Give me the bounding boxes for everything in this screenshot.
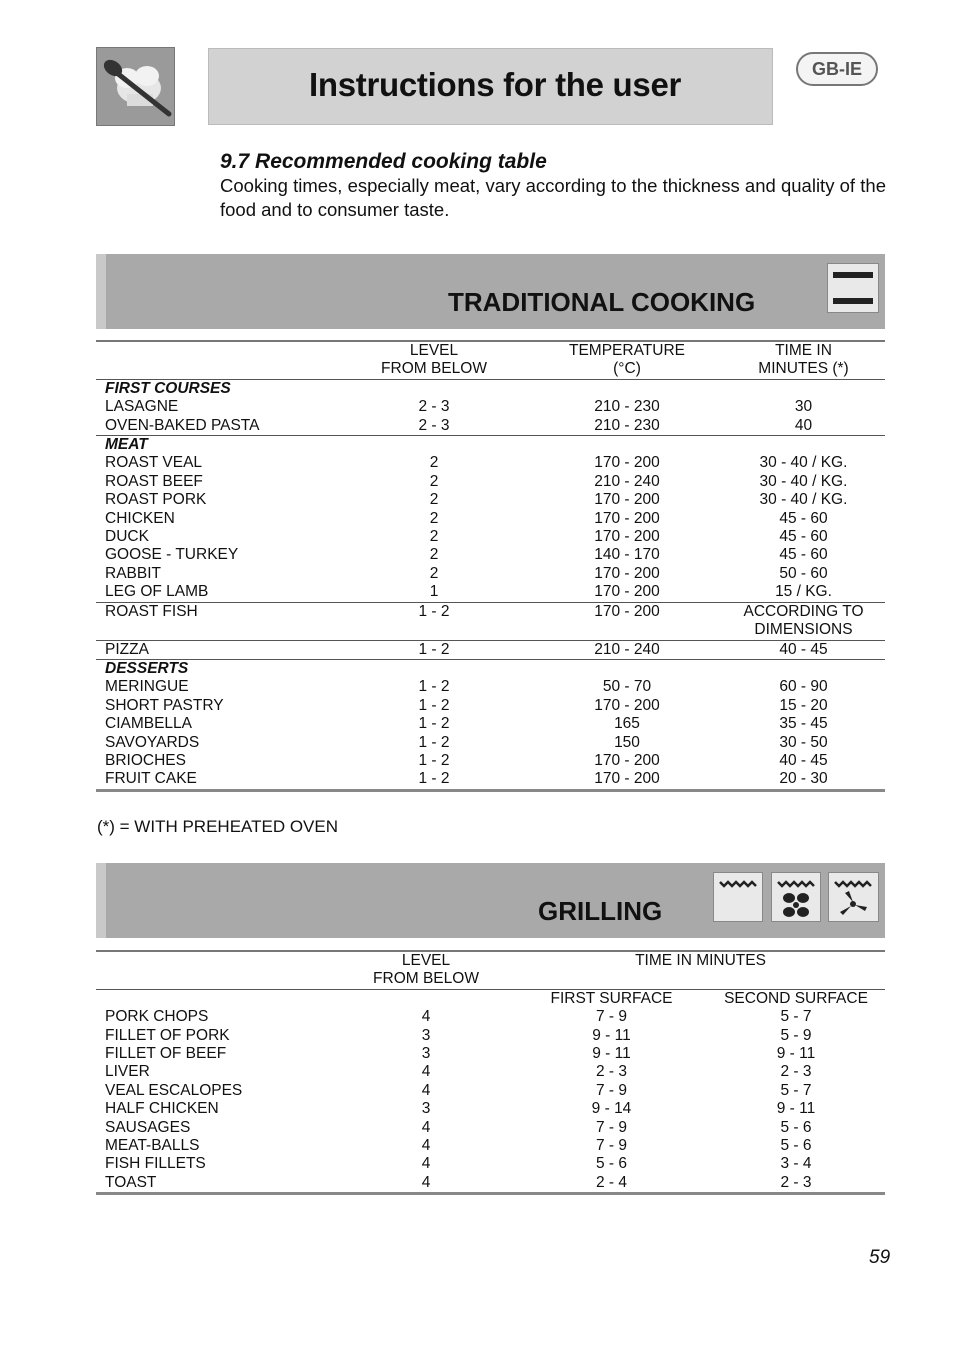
table-row [96,454,885,472]
food-name: RABBIT [105,564,161,582]
table-row [96,510,885,528]
header-cell [96,360,336,379]
time-header: TIME IN MINUTES [516,951,885,970]
table-row [96,678,885,696]
level-value: 4 [421,1063,431,1081]
food-name: ROAST VEAL [105,454,203,472]
table-row [96,1119,885,1137]
food-name: MEAT-BALLS [105,1137,200,1155]
top-bottom-heating-icon [827,263,879,313]
table-row [96,734,885,752]
preheat-note: (*) = WITH PREHEATED OVEN [97,817,339,836]
first-surface-value: 7 - 9 [595,1118,627,1136]
fan-assisted-grill-icon [828,872,879,922]
second-surface-value: 2 - 3 [780,1063,812,1081]
level-value: 3 [421,1100,431,1118]
category-label: FIRST COURSES [96,379,885,398]
food-name: OVEN-BAKED PASTA [105,416,260,434]
second-surface-value: 5 - 6 [780,1137,812,1155]
table-row [96,1174,885,1194]
level-value: 1 - 2 [336,770,532,790]
level-value: 4 [421,1118,431,1136]
food-name: LASAGNE [105,398,179,416]
temperature-value: 210 - 230 [594,398,660,416]
first-surface-value: 9 - 11 [592,1045,631,1063]
second-surface-value: 9 - 11 [776,1100,816,1118]
time-value: 30 - 50 [779,733,828,751]
table-header-row [96,341,885,360]
temperature-value: 140 - 170 [594,546,660,564]
level-value: 4 [421,1008,431,1026]
surface-header-row [96,989,885,1008]
first-surface-value: 9 - 14 [591,1100,632,1118]
table-row [96,640,885,659]
table-row [96,528,885,546]
second-surface-value: 3 - 4 [780,1155,812,1173]
level-value: 2 [429,491,439,509]
second-surface-value: 5 - 6 [780,1118,812,1136]
table-row [96,602,885,621]
table-row [96,1082,885,1100]
table-row [96,621,885,640]
time-value: 40 [794,416,813,434]
grilling-band [96,863,885,938]
second-surface-value: 5 - 7 [780,1081,812,1099]
page-number: 59 [869,1247,891,1268]
time-value: 50 - 60 [779,564,828,582]
food-name: PORK CHOPS [105,1008,209,1026]
table-row [96,546,885,564]
level-value: 1 - 2 [418,733,450,751]
second-surface-value: 5 - 9 [780,1026,812,1044]
first-surface-header: FIRST SURFACE [516,989,707,1008]
temperature-value: 170 - 200 [594,696,660,714]
header-cell [516,970,885,989]
header-cell [96,951,336,970]
table-row [96,1063,885,1081]
time-value: 40 - 45 [722,640,885,659]
food-name: CHICKEN [105,509,175,527]
chef-spoon-logo-icon [96,47,175,126]
table-row [96,491,885,509]
first-surface-value: 2 - 3 [595,1063,627,1081]
level-value: 1 - 2 [336,640,532,659]
temperature-value: 170 - 200 [594,564,660,582]
level-value: 1 - 2 [418,696,450,714]
time-header: TIME IN [722,341,885,360]
grilling-title: GRILLING [538,896,663,926]
first-surface-value: 2 - 4 [516,1174,707,1194]
category-row [96,659,885,678]
food-name: FISH FILLETS [105,1155,206,1173]
second-surface-header: SECOND SURFACE [707,989,885,1008]
first-surface-value: 7 - 9 [595,1137,627,1155]
food-name: ROAST BEEF [105,472,203,490]
temperature-value: 170 - 200 [532,602,722,621]
temperature-value: 170 - 200 [594,454,660,472]
temperature-value: 150 [614,733,640,751]
time-value: 30 - 40 / KG. [759,472,848,490]
food-name: TOAST [96,1174,336,1194]
table-row [96,417,885,436]
level-value: 3 [421,1026,431,1044]
temperature-value: 50 - 70 [602,678,652,696]
table-row [96,473,885,491]
food-name: FRUIT CAKE [96,770,336,790]
header-title-bar [208,48,773,125]
food-name: VEAL ESCALOPES [105,1081,243,1099]
category-label: MEAT [96,436,885,455]
temperature-value: 170 - 200 [594,509,660,527]
temperature-header: TEMPERATURE [532,341,722,360]
level-value: 4 [421,1155,431,1173]
temperature-value: 170 - 200 [594,583,660,601]
food-name: LEG OF LAMB [105,583,209,601]
temperature-value: 210 - 240 [594,472,660,490]
header-cell [96,341,336,360]
category-label: DESSERTS [96,659,885,678]
table-row [96,770,885,790]
food-name: FILLET OF BEEF [105,1045,227,1063]
food-name: PIZZA [96,640,336,659]
temperature-value: 210 - 240 [532,640,722,659]
food-name [96,621,336,640]
second-surface-value: 9 - 11 [776,1045,816,1063]
level-value: 2 [429,454,439,472]
food-name: CIAMBELLA [105,715,193,733]
level-value: 4 [336,1174,516,1194]
food-name: ROAST FISH [96,602,336,621]
level-value: 2 - 3 [418,416,450,434]
table-row [96,1045,885,1063]
header-cell [96,970,336,989]
time-value: 30 - 40 / KG. [759,454,848,472]
time-value: 15 / KG. [775,583,832,601]
time-value: 45 - 60 [779,528,828,546]
food-name: SHORT PASTRY [105,696,224,714]
table-row [96,697,885,715]
time-value: ACCORDING TO [722,602,885,621]
table-row [96,1027,885,1045]
table-header-row [96,360,885,379]
grilling-table [96,950,885,1195]
first-surface-value: 7 - 9 [595,1008,627,1026]
section-title: 9.7 Recommended cooking table [220,150,547,173]
level-value: 1 [429,583,439,601]
time-value: DIMENSIONS [754,621,853,639]
level-value: 2 - 3 [418,398,450,416]
level-value: 1 - 2 [418,751,450,769]
food-name: DUCK [105,528,149,546]
header-cell [336,989,516,1008]
level-value: 3 [421,1045,431,1063]
second-surface-value: 2 - 3 [707,1174,885,1194]
temperature-value [532,621,722,640]
table-header-row [96,951,885,970]
temperature-value: 210 - 230 [594,416,660,434]
level-header: FROM BELOW [381,360,487,378]
level-header: FROM BELOW [373,970,479,988]
traditional-cooking-table [96,340,885,792]
intro-text: Cooking times, especially meat, vary according to the thickness and quality of the food and to consumer taste. [220,175,886,220]
second-surface-value: 5 - 7 [780,1008,812,1026]
temperature-value: 170 - 200 [594,751,660,769]
food-name: FILLET OF PORK [105,1026,230,1044]
time-value: 15 - 20 [779,696,828,714]
table-row [96,1155,885,1173]
table-row [96,398,885,416]
food-name: SAVOYARDS [105,733,200,751]
level-header: LEVEL [336,341,532,360]
table-header-row [96,970,885,989]
level-value: 1 - 2 [418,678,450,696]
level-value [336,621,532,640]
time-value: 40 - 45 [779,751,828,769]
page-title: Instructions for the user [309,66,682,103]
fan-grill-icon [771,872,821,922]
grill-icon [713,872,763,922]
table-row [96,1100,885,1118]
time-value: 30 [794,398,813,416]
level-value: 2 [429,564,439,582]
level-value: 2 [429,509,439,527]
temperature-value: 170 - 200 [532,770,722,790]
food-name: HALF CHICKEN [105,1100,219,1118]
food-name: GOOSE - TURKEY [105,546,239,564]
traditional-cooking-title: TRADITIONAL COOKING [448,287,756,317]
table-row [96,752,885,770]
table-row [96,715,885,733]
time-value: 60 - 90 [779,678,828,696]
level-value: 1 - 2 [418,715,450,733]
table-row [96,583,885,602]
temperature-value: 170 - 200 [594,491,660,509]
first-surface-value: 7 - 9 [595,1081,627,1099]
table-row [96,1137,885,1155]
level-header: LEVEL [336,951,516,970]
time-value: 45 - 60 [779,546,828,564]
food-name: BRIOCHES [105,751,186,769]
level-value: 2 [429,528,439,546]
temperature-value: 165 [614,715,640,733]
level-value: 4 [421,1081,431,1099]
first-surface-value: 5 - 6 [595,1155,627,1173]
food-name: ROAST PORK [105,491,207,509]
header-cell [96,989,336,1008]
time-value: 45 - 60 [779,509,828,527]
first-surface-value: 9 - 11 [592,1026,631,1044]
category-row [96,436,885,455]
level-value: 2 [429,546,439,564]
table-row [96,1008,885,1026]
temperature-header: (°C) [613,360,641,378]
level-value: 4 [421,1137,431,1155]
level-value: 1 - 2 [336,602,532,621]
food-name: MERINGUE [105,678,189,696]
food-name: LIVER [105,1063,150,1081]
time-value: 30 - 40 / KG. [759,491,848,509]
language-badge: GB-IE [796,52,878,86]
level-value: 2 [429,472,439,490]
category-row [96,379,885,398]
temperature-value: 170 - 200 [594,528,660,546]
table-row [96,565,885,583]
time-value: 35 - 45 [779,715,828,733]
traditional-cooking-band [96,254,885,329]
time-value: 20 - 30 [722,770,885,790]
time-header: MINUTES (*) [758,360,849,378]
food-name: SAUSAGES [105,1118,191,1136]
